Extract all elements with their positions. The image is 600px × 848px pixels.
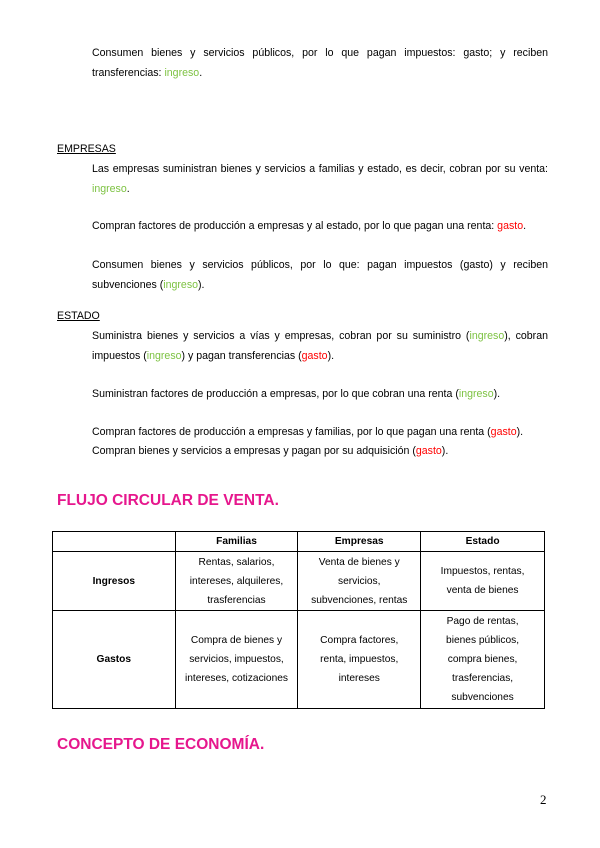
table-cell: Rentas, salarios, intereses, alquileres, trasferencias [175,552,298,611]
header-empty [53,532,176,552]
estado-p1-d: ). [327,349,335,362]
empresas-paragraph-1 [92,160,548,199]
page-number: 2 [540,792,547,807]
estado-p1-a: Suministra bienes y servicios a vías y empresas, cobran por su suministro ( [92,330,470,342]
ingreso-tag: ingreso [163,278,199,291]
ingreso-tag: ingreso [92,182,127,195]
empresas-heading: EMPRESAS [57,143,116,155]
gasto-tag: gasto [497,220,524,232]
table-row [53,552,545,611]
ingreso-tag: ingreso [469,330,505,342]
empresas-p2-end: . [523,220,527,232]
estado-p2-text: Suministran factores de producción a empresas, por lo que cobran una renta ( [92,388,459,400]
header-empresas: Empresas [298,532,421,552]
estado-p3a-end: ). [516,426,524,438]
gasto-tag: gasto [301,349,328,362]
estado-paragraph-2 [92,385,548,405]
empresas-p3-end: ). [198,278,205,291]
empresas-paragraph-2 [92,217,548,237]
empresas-p2-text: Compran factores de producción a empresas y al estado, por lo que pagan una renta: [92,220,498,232]
estado-paragraph-1 [92,327,548,366]
intro-text: Consumen bienes y servicios públicos, por lo que pagan impuestos: gasto; y reciben transferencias: [92,47,548,79]
concepto-title: CONCEPTO DE ECONOMÍA. [57,736,265,753]
table-cell: Compra de bienes y servicios, impuestos, intereses, cotizaciones [175,611,298,709]
table-cell: Pago de rentas, bienes públicos, compra bienes, trasferencias, subvenciones [421,611,545,709]
empresas-paragraph-3 [92,256,548,295]
table-cell: Venta de bienes y servicios, subvenciones, rentas [298,552,421,611]
table-cell: Impuestos, rentas, venta de bienes [421,552,545,611]
ingreso-tag: ingreso [146,349,182,362]
intro-end: . [199,66,203,79]
header-estado: Estado [421,532,545,552]
empresas-p1-text: Las empresas suministran bienes y servicios a familias y estado, es decir, cobran por su venta: [92,163,548,175]
table-header-row [53,532,545,552]
intro-paragraph [92,44,548,83]
table-cell: Compra factores, renta, impuestos, intereses [298,611,421,709]
row-label-ingresos: Ingresos [53,552,176,611]
estado-p3b-text: Compran bienes y servicios a empresas y pagan por su adquisición ( [92,445,416,457]
estado-paragraph-3b [92,442,548,462]
row-label-gastos: Gastos [53,611,176,709]
ingreso-tag: ingreso [458,388,494,400]
estado-p2-end: ). [493,388,501,400]
estado-p1-b: ), cobran impuestos ( [92,330,548,362]
estado-paragraph-3a [92,423,548,443]
flujo-title: FLUJO CIRCULAR DE VENTA. [57,492,279,509]
estado-p3b-end: ). [441,445,449,457]
estado-p1-c: ) y pagan transferencias ( [181,349,302,362]
table-row [53,611,545,709]
estado-p3a-text: Compran factores de producción a empresas y familias, por lo que pagan una renta ( [92,426,491,438]
empresas-p1-end: . [126,182,130,195]
ingreso-tag: ingreso [164,66,200,79]
empresas-p3-text: Consumen bienes y servicios públicos, por lo que: pagan impuestos (gasto) y reciben subvenciones ( [92,259,548,291]
estado-heading: ESTADO [57,310,100,322]
header-familias: Familias [175,532,298,552]
gasto-tag: gasto [490,426,517,438]
flujo-table [52,531,545,709]
gasto-tag: gasto [415,445,442,457]
